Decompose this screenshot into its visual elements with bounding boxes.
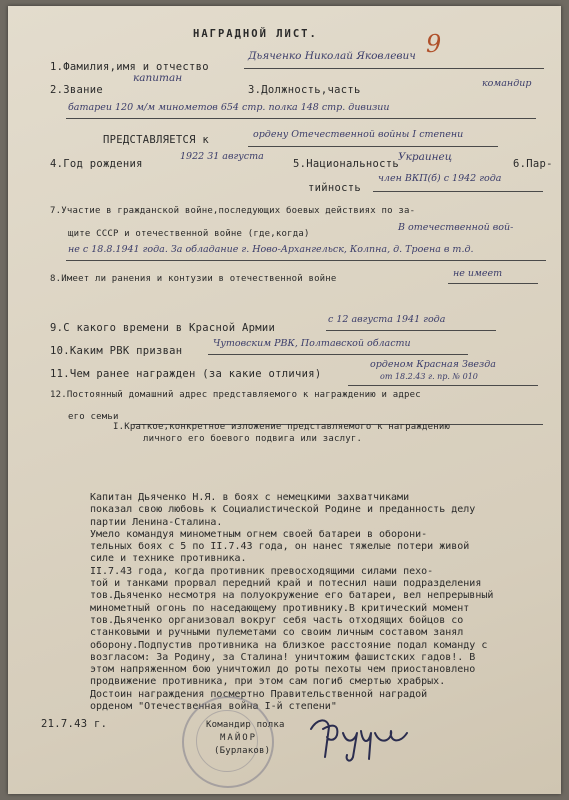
participation-value-1: В отечественной вой- (398, 222, 514, 233)
presented-label: ПРЕДСТАВЛЯЕТСЯ к (103, 134, 209, 146)
underline (326, 330, 496, 331)
body-line: тов.Дьяченко организовал вокруг себя часть отходящих бойцов со (90, 614, 464, 626)
underline (66, 118, 536, 119)
participation-label-2: щите СССР и отечественной войне (где,когда) (68, 229, 310, 239)
citation-body (90, 492, 550, 713)
party-label-2: тийность (308, 182, 361, 194)
presented-value: ордену Отечественной войны I степени (253, 129, 464, 140)
body-line: II.7.43 года, когда противник превосходящими силами пехо- (90, 565, 434, 577)
signer-name: (Бурлаков) (214, 746, 271, 756)
wounds-label: 8.Имеет ли ранения и контузии в отечественной войне (50, 274, 337, 284)
nationality-label: 5.Национальность (293, 158, 399, 170)
underline (348, 385, 538, 386)
body-line: показал свою любовь к Социалистической Родине и преданность делу (90, 504, 476, 516)
awards-value-1: орденом Красная Звезда (370, 359, 496, 370)
body-line: силе и технике противника. (90, 553, 247, 565)
nationality-value: Украинец (398, 151, 453, 163)
awards-value-2: от 18.2.43 г. пр. № 010 (380, 372, 478, 381)
underline (244, 68, 544, 69)
body-line: тов.Дьяченко несмотря на полуокружение его батареи, вел непрерывный (90, 590, 494, 602)
underline (373, 191, 543, 192)
participation-label-1: 7.Участие в гражданской войне,последующих боевых действиях по за- (50, 206, 416, 216)
birth-value: 1922 31 августа (180, 151, 264, 162)
underline (208, 354, 468, 355)
body-line: той и танками прорвал передний край и потеснил наши подразделения (90, 578, 482, 590)
army-since-value: с 12 августа 1941 года (328, 314, 446, 325)
signer-rank: МАЙОР (220, 733, 258, 743)
wounds-value: не имеет (453, 268, 503, 279)
birth-label: 4.Год рождения (50, 158, 143, 170)
document-date: 21.7.43 г. (41, 718, 108, 730)
signer-role: Командир полка (206, 720, 285, 730)
name-label: 1.Фамилия,имя и отчество (50, 61, 209, 73)
body-line: орденом "Отечественная война I-й степени" (90, 701, 337, 713)
document-title: НАГРАДНОЙ ЛИСТ. (193, 28, 318, 40)
rank-label: 2.Звание (50, 84, 103, 96)
party-value: член ВКП(б) с 1942 года (378, 173, 502, 184)
body-line: Умело командуя минометным огнем своей батареи в оборони- (90, 528, 428, 540)
position-value-2: батареи 120 м/м минометов 654 стр. полка 148 стр. дивизии (68, 102, 390, 113)
army-since-label: 9.С какого времени в Красной Армии (50, 322, 276, 334)
body-line: продвижение противника, при этом сам погиб смертью храбрых. (90, 676, 446, 688)
corner-number: 9 (426, 30, 442, 58)
section-header-line2: личного его боевого подвига или заслуг. (143, 434, 363, 444)
body-line: этом напряженном бою уничтожил до роты пехоты чем приостановлено (90, 664, 476, 676)
body-line: Достоин награждения посмертно Правительственной наградой (90, 688, 428, 700)
body-line: партии Ленина-Сталина. (90, 516, 223, 528)
rvk-label: 10.Каким РВК призван (50, 345, 183, 357)
awards-label: 11.Чем ранее награжден (за какие отличия) (50, 368, 322, 380)
underline (248, 146, 498, 147)
address-label-2: его семьи (68, 412, 119, 422)
name-value: Дьяченко Николай Яковлевич (248, 50, 416, 62)
body-line: станковыми и ручными пулеметами со своим личным составом занял (90, 627, 464, 639)
signature (303, 711, 413, 766)
underline (66, 260, 546, 261)
body-line: минометный огонь по наседающему противнику.В критический момент (90, 602, 470, 614)
award-sheet (8, 6, 561, 794)
section-header-line1: I.Краткое,конкретное изложение представляемого к награждению (113, 422, 451, 432)
party-label-1: 6.Пар- (513, 158, 553, 170)
address-label-1: 12.Постоянный домашний адрес представляемого к награждению и адрес (50, 390, 421, 400)
rank-value: капитан (133, 72, 183, 84)
body-line: возгласом: За Родину, за Сталина! уничтожим фашистских гадов!. В (90, 651, 476, 663)
underline (448, 283, 538, 284)
position-label: 3.Должность,часть (248, 84, 361, 96)
body-line: оборону.Подпустив противника на близкое расстояние подал команду с (90, 639, 488, 651)
position-value-1: командир (482, 78, 532, 89)
participation-value-2: не с 18.8.1941 года. За обладание г. Ново-Архангельск, Колпна, д. Троена в т.д. (68, 244, 474, 255)
body-line: Капитан Дьяченко Н.Я. в боях с немецкими захватчиками (90, 492, 410, 503)
rvk-value: Чутовским РВК, Полтавской области (213, 338, 411, 349)
body-line: тельных боях с 5 по II.7.43 года, он нанес тяжелые потери живой (90, 541, 470, 553)
